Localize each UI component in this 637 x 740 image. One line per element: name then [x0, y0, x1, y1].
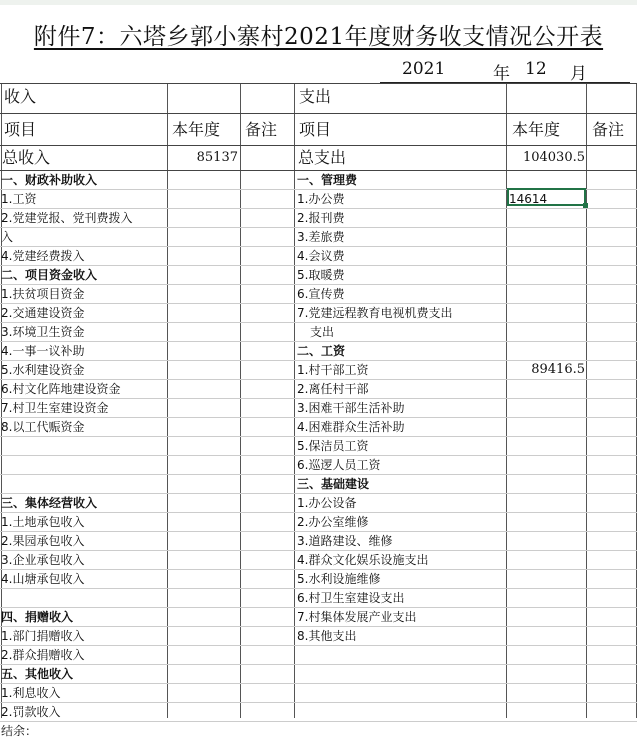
expense-item-label: 1.村干部工资 — [297, 363, 369, 377]
expense-item-label: 1.办公费 — [297, 192, 345, 206]
expense-item-label: 5.水利设施维修 — [297, 572, 381, 586]
income-item-label: 入 — [1, 230, 14, 244]
income-item-label: 1.工资 — [1, 192, 37, 206]
income-category-label: 四、捐赠收入 — [1, 610, 74, 624]
expense-item-label: 4.会议费 — [297, 249, 345, 263]
expense-item-label: 5.保洁员工资 — [297, 439, 369, 453]
expense-note-header: 备注 — [592, 120, 625, 139]
row-divider — [0, 83, 637, 84]
column-divider — [240, 83, 241, 718]
total-expense-value: 104030.5 — [522, 150, 585, 165]
expense-item-label: 4.困难群众生活补助 — [297, 420, 405, 434]
expense-item-header: 项目 — [299, 120, 332, 139]
expense-item-label: 4.群众文化娱乐设施支出 — [297, 553, 429, 567]
column-divider — [586, 83, 587, 718]
income-item-label: 2.罚款收入 — [1, 705, 61, 719]
expense-category-label: 三、基础建设 — [297, 477, 370, 491]
toolbar-strip — [0, 0, 637, 5]
expense-item-label: 3.道路建设、维修 — [297, 534, 393, 548]
row-divider — [0, 683, 637, 684]
income-category-label: 三、集体经营收入 — [1, 496, 98, 510]
income-item-label: 2.交通建设资金 — [1, 306, 85, 320]
income-amount-header: 本年度 — [172, 120, 221, 139]
income-item-label: 1.利息收入 — [1, 686, 61, 700]
expense-item-label: 3.差旅费 — [297, 230, 345, 244]
row-divider — [0, 721, 637, 722]
income-item-header: 项目 — [4, 120, 37, 139]
expense-amount-header: 本年度 — [512, 120, 561, 139]
expense-item-label: 2.办公室维修 — [297, 515, 369, 529]
expense-item-label: 支出 — [310, 325, 335, 339]
expense-item-label: 6.巡逻人员工资 — [297, 458, 381, 472]
income-item-label: 6.村文化阵地建设资金 — [1, 382, 121, 396]
date-year: 2021 — [402, 59, 446, 79]
income-item-label: 2.群众捐赠收入 — [1, 648, 85, 662]
expense-item-label: 2.离任村干部 — [297, 382, 369, 396]
income-category-label: 一、财政补助收入 — [1, 173, 98, 187]
row-divider — [0, 645, 637, 646]
income-item-label: 4.党建经费拨入 — [1, 249, 85, 263]
expense-item-amount: 89416.5 — [531, 362, 585, 377]
row-divider — [0, 113, 637, 114]
fill-handle[interactable] — [583, 203, 588, 208]
report-date — [380, 58, 630, 83]
income-item-label: 2.党建党报、党刊费拨入 — [1, 211, 133, 225]
expense-item-label: 6.村卫生室建设支出 — [297, 591, 405, 605]
income-item-label: 3.企业承包收入 — [1, 553, 85, 567]
expense-category-label: 二、工资 — [297, 344, 346, 358]
total-income-value: 85137 — [196, 150, 238, 165]
income-item-label: 1.部门捐赠收入 — [1, 629, 85, 643]
income-item-label: 8.以工代赈资金 — [1, 420, 85, 434]
total-expense-label: 总支出 — [298, 148, 347, 167]
income-item-label: 4.山塘承包收入 — [1, 572, 85, 586]
expense-item-label: 7.党建远程教育电视机费支出 — [297, 306, 453, 320]
income-category-label: 二、项目资金收入 — [1, 268, 98, 282]
expense-category-label: 一、管理费 — [297, 173, 358, 187]
row-divider — [0, 145, 637, 146]
row-divider — [0, 702, 637, 703]
expense-item-label: 7.村集体发展产业支出 — [297, 610, 417, 624]
income-section-header: 收入 — [4, 87, 37, 106]
column-divider — [167, 83, 168, 718]
income-item-label: 4.一事一议补助 — [1, 344, 85, 358]
income-item-label: 1.土地承包收入 — [1, 515, 85, 529]
selected-cell[interactable] — [507, 188, 586, 206]
income-item-label: 7.村卫生室建设资金 — [1, 401, 109, 415]
income-item-label: 1.扶贫项目资金 — [1, 287, 85, 301]
column-divider — [294, 83, 295, 718]
expense-item-label: 2.报刊费 — [297, 211, 345, 225]
expense-item-label: 6.宣传费 — [297, 287, 345, 301]
expense-item-label: 3.困难干部生活补助 — [297, 401, 405, 415]
income-item-label: 结余： — [1, 724, 38, 738]
total-income-label: 总收入 — [2, 148, 51, 167]
expense-item-label: 5.取暖费 — [297, 268, 345, 282]
income-item-label: 2.果园承包收入 — [1, 534, 85, 548]
page-title: 附件7：六塔乡郭小寨村2021年度财务收支情况公开表 — [33, 24, 604, 50]
row-divider — [0, 664, 637, 665]
date-month-suffix: 月 — [570, 64, 587, 84]
expense-section-header: 支出 — [299, 87, 332, 106]
expense-item-label: 8.其他支出 — [297, 629, 357, 643]
expense-item-amount: 14614 — [509, 192, 548, 206]
income-item-label: 3.环境卫生资金 — [1, 325, 85, 339]
income-category-label: 五、其他收入 — [1, 667, 74, 681]
income-note-header: 备注 — [245, 120, 278, 139]
income-item-label: 5.水利建设资金 — [1, 363, 85, 377]
column-divider — [506, 83, 507, 718]
expense-item-label: 1.办公设备 — [297, 496, 357, 510]
date-month: 12 — [525, 59, 547, 79]
date-year-suffix: 年 — [493, 64, 510, 84]
